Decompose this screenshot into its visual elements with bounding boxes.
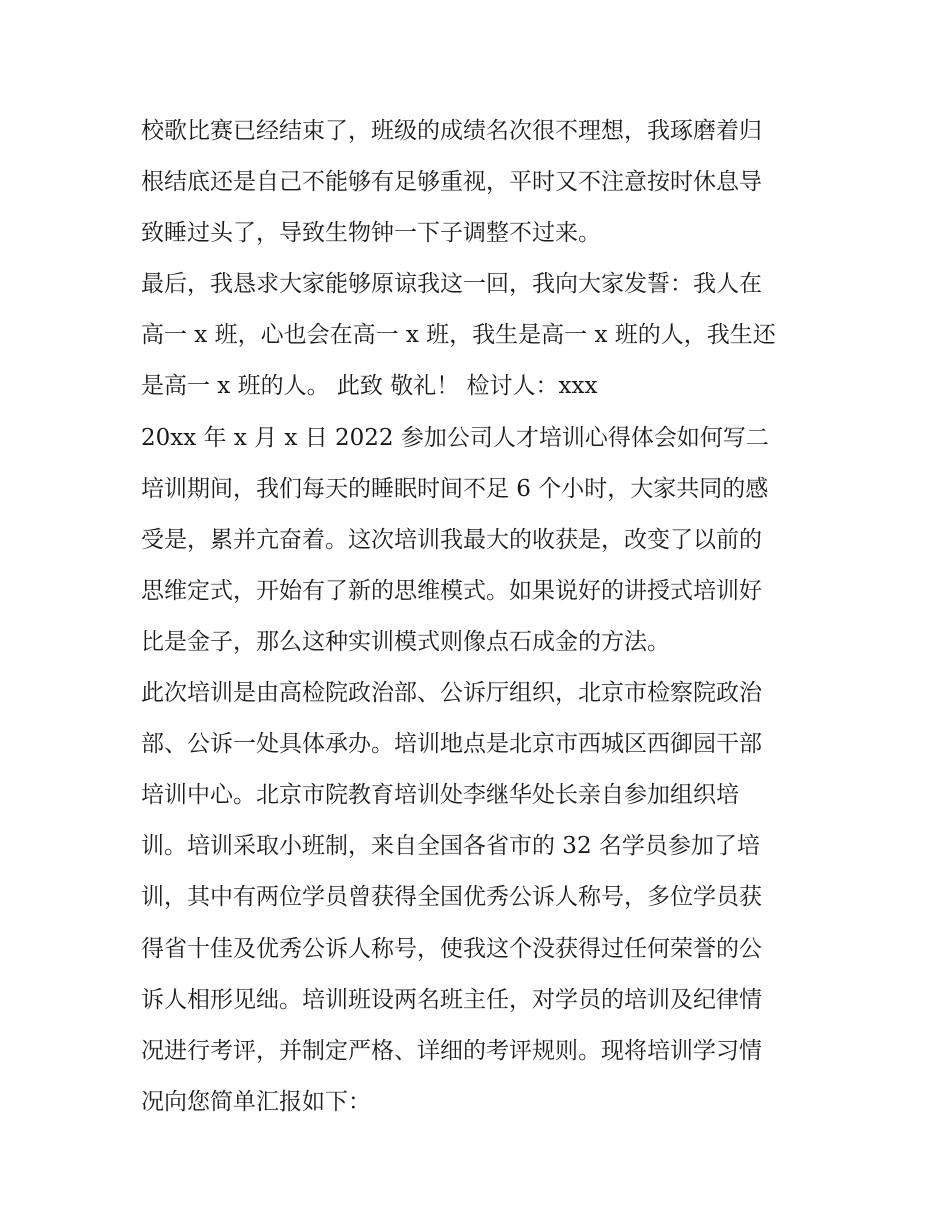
text-line-2: 根结底还是自己不能够有足够重视，平时又不注意按时休息导 bbox=[141, 169, 762, 196]
text-line-11: 比是金子，那么这种实训模式则像点石成金的方法。 bbox=[141, 628, 670, 655]
text-line-14: 培训中心。北京市院教育培训处李继华处长亲自参加组织培 bbox=[141, 782, 739, 809]
text-line-8: 培训期间，我们每天的睡眠时间不足 6 个小时，大家共同的感 bbox=[141, 475, 769, 502]
text-line-15: 训。培训采取小班制，来自全国各省市的 32 名学员参加了培 bbox=[141, 833, 760, 860]
text-line-20: 况向您简单汇报如下： bbox=[141, 1088, 371, 1115]
text-line-19: 况进行考评，并制定严格、详细的考评规则。现将培训学习情 bbox=[141, 1037, 762, 1064]
text-line-13: 部、公诉一处具体承办。培训地点是北京市西城区西御园干部 bbox=[141, 731, 762, 758]
text-line-12: 此次培训是由高检院政治部、公诉厅组织，北京市检察院政治 bbox=[141, 680, 762, 707]
text-line-10: 思维定式，开始有了新的思维模式。如果说好的讲授式培训好 bbox=[141, 577, 762, 604]
text-line-5: 高一 x 班，心也会在高一 x 班，我生是高一 x 班的人，我生还 bbox=[141, 322, 776, 349]
text-line-3: 致睡过头了，导致生物钟一下子调整不过来。 bbox=[141, 220, 601, 247]
text-line-4: 最后，我恳求大家能够原谅我这一回，我向大家发誓：我人在 bbox=[141, 271, 762, 298]
text-line-1: 校歌比赛已经结束了，班级的成绩名次很不理想，我琢磨着归 bbox=[141, 118, 762, 144]
text-line-17: 得省十佳及优秀公诉人称号，使我这个没获得过任何荣誉的公 bbox=[141, 935, 762, 962]
text-line-16: 训，其中有两位学员曾获得全国优秀公诉人称号，多位学员获 bbox=[141, 884, 762, 911]
text-line-6: 是高一 x 班的人。 此致 敬礼！ 检讨人：xxx bbox=[141, 373, 598, 400]
document-body bbox=[141, 106, 821, 1128]
text-line-18: 诉人相形见绌。培训班设两名班主任，对学员的培训及纪律情 bbox=[141, 986, 762, 1013]
text-line-9: 受是，累并亢奋着。这次培训我最大的收获是，改变了以前的 bbox=[141, 526, 762, 553]
text-line-7: 20xx 年 x 月 x 日 2022 参加公司人才培训心得体会如何写二 bbox=[141, 424, 769, 451]
